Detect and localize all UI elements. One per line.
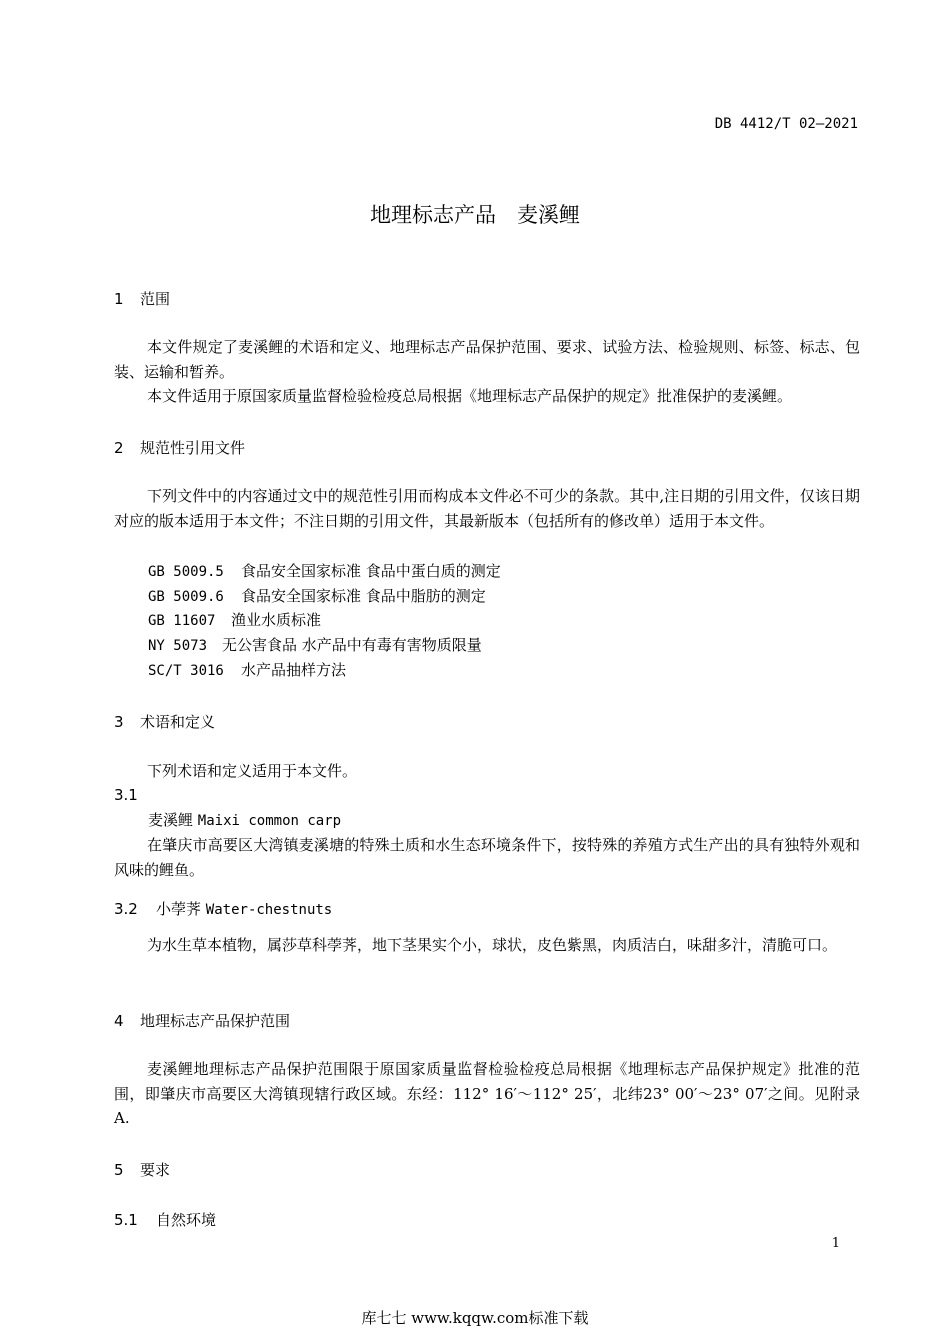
subsection-number: 5.1 xyxy=(114,1211,138,1229)
term-number: 3.1 xyxy=(114,786,138,804)
reference-code: SC/T 3016 xyxy=(148,663,224,679)
section-number: 2 xyxy=(114,439,124,457)
scope-paragraph-1: 本文件规定了麦溪鲤的术语和定义、地理标志产品保护范围、要求、试验方法、检验规则、标签、标志、包装、运输和暂养。 xyxy=(114,338,860,381)
section-number: 4 xyxy=(114,1012,124,1030)
section-heading-terms-definitions xyxy=(114,711,215,732)
section-heading-normative-references xyxy=(114,437,245,458)
reference-name: 无公害食品 水产品中有毒有害物质限量 xyxy=(222,636,482,654)
section-number: 5 xyxy=(114,1161,124,1179)
term-definition: 在肇庆市高要区大湾镇麦溪塘的特殊土质和水生态环境条件下，按特殊的养殖方式生产出的具有独特外观和风味的鲤鱼。 xyxy=(114,836,860,879)
subsection-heading-natural-environment xyxy=(114,1209,216,1230)
section-title: 术语和定义 xyxy=(140,713,216,731)
reference-item xyxy=(148,584,486,609)
reference-code: NY 5073 xyxy=(148,638,208,654)
section-title: 范围 xyxy=(140,290,171,308)
document-title: 地理标志产品 麦溪鲤 xyxy=(370,203,580,227)
reference-code: GB 5009.6 xyxy=(148,589,224,605)
standard-code: DB 4412/T 02—2021 xyxy=(714,116,858,132)
reference-item xyxy=(148,559,501,584)
term-number: 3.2 xyxy=(114,900,138,918)
subsection-title: 自然环境 xyxy=(156,1211,217,1229)
section-heading-requirements xyxy=(114,1159,170,1180)
reference-item xyxy=(148,608,321,633)
section-number: 3 xyxy=(114,713,124,731)
section-heading-scope xyxy=(114,288,170,309)
page-number: 1 xyxy=(831,1236,840,1251)
term-heading xyxy=(114,898,332,919)
section-number: 1 xyxy=(114,290,124,308)
reference-name: 渔业水质标准 xyxy=(231,611,322,629)
protection-scope-paragraph: 麦溪鲤地理标志产品保护范围限于原国家质量监督检验检疫总局根据《地理标志产品保护规定》批准的范围，即肇庆市高要区大湾镇现辖行政区域。东经：112° 16′～112° 25′，北纬23° 00′～23° 07′之间。见附录 A. xyxy=(114,1060,860,1127)
scope-paragraph-2: 本文件适用于原国家质量监督检验检疫总局根据《地理标志产品保护的规定》批准保护的麦溪鲤。 xyxy=(147,387,793,405)
term-definition: 为水生草本植物，属莎草科荸荠，地下茎果实个小，球状，皮色紫黑，肉质洁白，味甜多汁，清脆可口。 xyxy=(147,936,838,954)
term-name-en: Maixi common carp xyxy=(197,813,342,829)
references-intro-paragraph: 下列文件中的内容通过文中的规范性引用而构成本文件必不可少的条款。其中,注日期的引用文件，仅该日期对应的版本适用于本文件；不注日期的引用文件，其最新版本（包括所有的修改单）适用于本文件。 xyxy=(114,487,860,530)
section-title: 要求 xyxy=(140,1161,171,1179)
reference-name: 水产品抽样方法 xyxy=(241,661,347,679)
footer-watermark: 库七七 www.kqqw.com标准下载 xyxy=(361,1309,589,1327)
reference-name: 食品安全国家标准 食品中蛋白质的测定 xyxy=(241,562,501,580)
term-name-en: Water-chestnuts xyxy=(205,902,333,918)
term-name xyxy=(148,809,341,830)
term-name-cn: 麦溪鲤 xyxy=(148,811,194,829)
reference-code: GB 5009.5 xyxy=(148,564,224,580)
reference-item xyxy=(148,658,346,683)
section-title: 地理标志产品保护范围 xyxy=(140,1012,291,1030)
reference-name: 食品安全国家标准 食品中脂肪的测定 xyxy=(241,587,486,605)
term-name-cn: 小荸荠 xyxy=(156,900,202,918)
section-heading-protection-scope xyxy=(114,1010,290,1031)
terms-intro-paragraph: 下列术语和定义适用于本文件。 xyxy=(147,762,358,780)
section-title: 规范性引用文件 xyxy=(140,439,246,457)
reference-code: GB 11607 xyxy=(148,613,216,629)
reference-item xyxy=(148,633,482,658)
